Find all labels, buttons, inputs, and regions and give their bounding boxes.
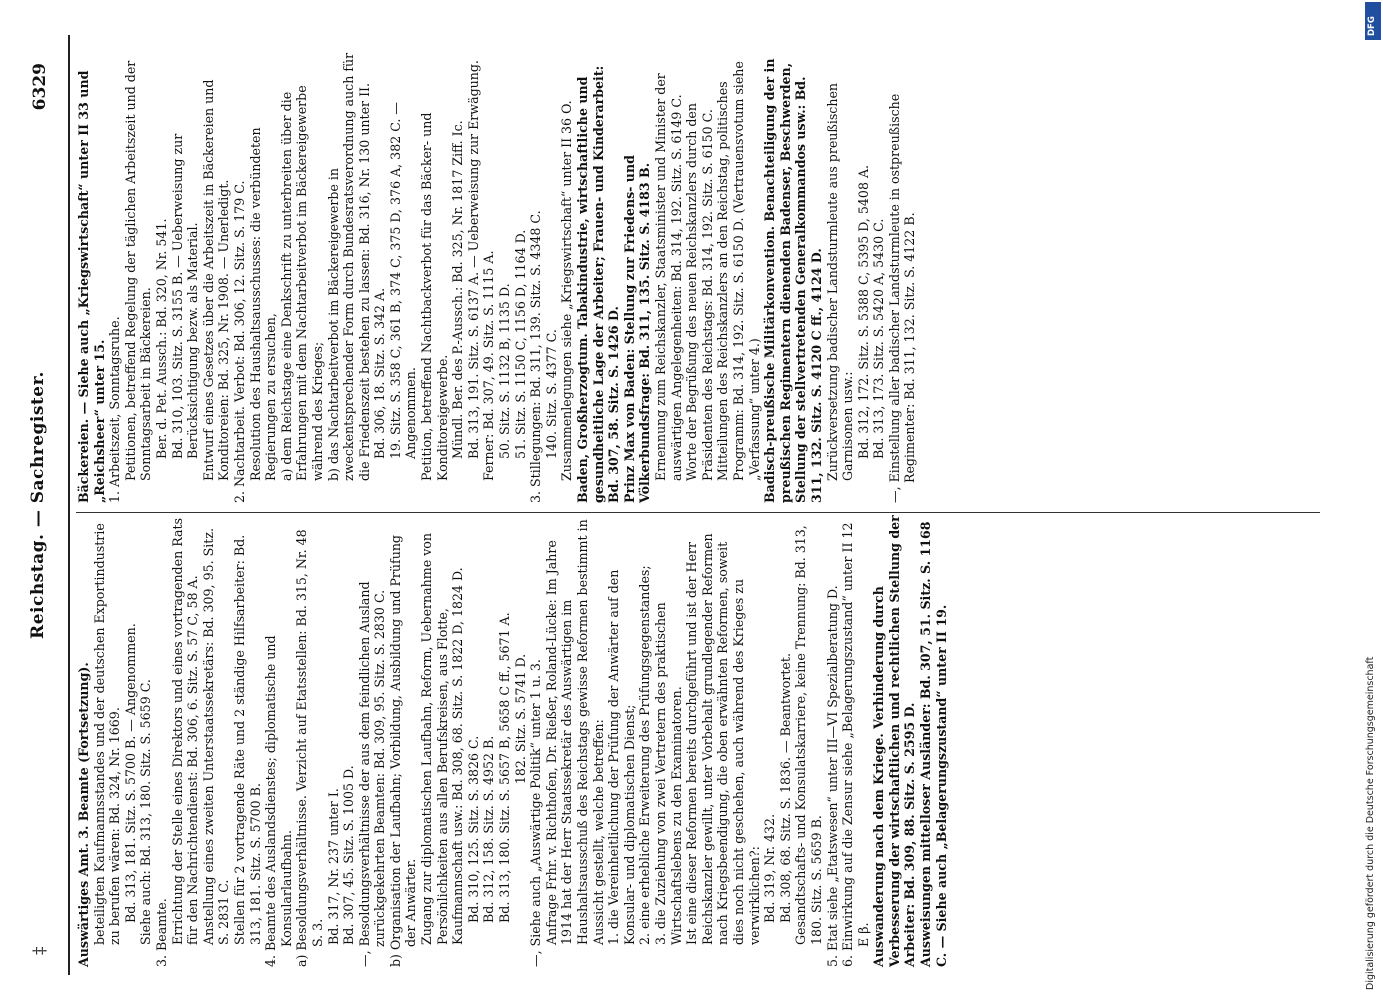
entry: Bd. 319, Nr. 432.: [762, 813, 778, 923]
entry: Bd. 312, 158. Sitz. S. 4952 B.: [481, 735, 497, 923]
entry: Zusammenlegungen siehe „Kriegswirtschaft“ unter II 36 O.: [559, 100, 575, 481]
entry: Anstellung eines zweiten Unterstaatssekretärs: Bd. 309, 95. Sitz. S. 2831 C.: [200, 528, 232, 945]
entry: Bd. 310, 103. Sitz. S. 3155 B. — Ueberweisung zur Berücksichtigung bezw. als Material.: [169, 133, 201, 459]
entry: 3. die Zuziehung von zwei Vertretern des praktischen Wirtschaftslebens zu den Examinatoren.: [652, 602, 684, 945]
entry: Bd. 308, 68. Sitz. S. 1836. — Beantwortet.: [777, 653, 793, 923]
entry: a) Besoldungsverhältnisse. Verzicht auf Etatsstellen: Bd. 315, Nr. 48 S. 3.: [294, 529, 325, 967]
dfg-logo: DFG: [1365, 2, 1381, 40]
entry: Ernennung zum Reichskanzler, Staatsminister und Minister der auswärtigen Angelegenheiten: Bd. 314, 192. Sitz. S. 6149 C.: [652, 73, 684, 481]
entry: Ferner: Bd. 307, 49. Sitz. S. 1115 A.: [481, 250, 497, 481]
entry: Bd. 313, 173. Sitz. S. 5420 A, 5430 C.: [871, 218, 887, 459]
entry: Petition, betreffend Nachtbackverbot für das Bäcker- und Konditoreigewerbe.: [419, 112, 450, 481]
entry: Entwurf eines Gesetzes über die Arbeitszeit in Bäckereien und Konditoreien: Bd. 325, Nr. 1908. — Unerledigt.: [200, 79, 232, 481]
two-column-body: [76, 35, 1320, 975]
entry: Bd. 307, 45. Sitz. S. 1005 D.: [341, 765, 357, 945]
entry: Stellen für 2 vortragende Räte und 2 ständige Hilfsarbeiter: Bd. 313, 181. Sitz. S. 5700 B.: [231, 534, 263, 945]
digitization-note: Digitalisierung gefördert durch die Deutsche Forschungsgemeinschaft: [1365, 656, 1376, 990]
entry: beteiligten Kaufmannsstandes und der deutschen Exportindustrie zu berufen wären: Bd. 324, Nr. 1669.: [91, 523, 123, 945]
entry: Auswanderung nach dem Kriege. Verhinderung durch Verbesserung der wirtschaftlichen und rechtlichen Stellung der Arbeiter: Bd. 309, 88. Sitz. S. 2595 D.: [871, 515, 918, 967]
entry: Mitteilungen des Reichskanzlers an den Reichstag, politisches Programm: Bd. 314, 192. Sitz. S. 6150 D. (Vertrauensvotum siehe „Verfassung“ unter 4.): [715, 61, 762, 481]
entry: Baden, Großherzogtum. Tabakindustrie, wirtschaftliche und gesundheitliche Lage der Arbeiter; Frauen- und Kinderarbeit: Bd. 307, 58. Sitz. S. 1426 D.: [575, 65, 622, 503]
entry: Ist eine dieser Reformen bereits durchgeführt und ist der Herr Reichskanzler gewillt, unter Vorbehalt grundlegender Reformen nach Kriegsbeendigung, die oben erwähnten Reformen, soweit dies noch nicht geschehen, auch während des Krieges zu verwirklichen?:: [684, 533, 762, 945]
entry: Bd. 317, Nr. 237 unter I.: [325, 788, 341, 945]
entry: Anfrage Frhr. v. Richthofen, Dr. Rießer, Roland-Lücke: Im Jahre 1914 hat der Herr Staatssekretär des Auswärtigen im Haushaltsausschuß des Reichstags gewisse Reformen bestimmt in Aussicht gestellt, welche betreffen:: [543, 519, 606, 945]
entry: Gesandtschafts- und Konsulatskarriere, keine Trennung: Bd. 313, 180. Sitz. S. 5659 B.: [793, 525, 824, 945]
entry: Worte der Begrüßung des neuen Reichskanzlers durch den Präsidenten des Reichstags: Bd. 314, 192. Sitz. S. 6150 C.: [684, 103, 715, 481]
entry: 6. Einwirkung auf die Zensur siehe „Belagerungszustand“ unter II 12 E β.: [840, 522, 871, 967]
entry: Zugang zur diplomatischen Laufbahn, Reform, Uebernahme von Persönlichkeiten aus allen Berufskreisen, aus Flotte, Kaufmannschaft usw.: Bd. 308, 68. Sitz. S. 1822 D, 1824 D.: [419, 533, 466, 945]
page-header: [10, 35, 70, 975]
entry: 3. Stillegungen: Bd. 311, 139. Sitz. S. 4348 C.: [528, 210, 544, 503]
header-mark: ‡: [30, 946, 50, 955]
entry: —, Besoldungsverhältnisse der aus dem feindlichen Ausland zurückgekehrten Beamten: Bd. 309, 95. Sitz. S. 2830 C.: [356, 581, 388, 967]
entry: 19. Sitz. S. 358 C, 361 B, 374 C, 375 D, 376 A, 382 C. — Angenommen.: [387, 101, 419, 459]
right-column: [76, 51, 1320, 503]
entry: 1. die Vereinheitlichung der Prüfung der Anwärter auf den Konsular- und diplomatischen Dienst;: [606, 569, 637, 945]
entry: 140. Sitz. S. 4377 C.: [543, 329, 559, 459]
entry: Bd. 306, 18. Sitz. S. 342 A.: [372, 287, 388, 459]
entry: Errichtung der Stelle eines Direktors und eines vortragenden Rats für den Nachrichtendienst: Bd. 306, 6. Sitz. S. 57 C, 58 A.: [169, 518, 201, 945]
entry: 4. Beamte des Auslandsdienstes; diplomatische und Konsularlaufbahn.: [263, 635, 294, 967]
entry: 51. Sitz. S. 1150 C, 1156 D, 1164 D.: [512, 229, 528, 459]
entry: —, Siehe auch „Auswärtige Politik“ unter 1 u. 3.: [528, 659, 544, 967]
entry: 182. Sitz. S. 5741 D.: [512, 653, 528, 785]
entry: a) dem Reichstage eine Denkschrift zu unterbreiten über die Erfahrungen mit dem Nachtarbeitverbot im Bäckereigewerbe während des Krieges;: [278, 85, 325, 481]
entry: 2. Nachtarbeit. Verbot: Bd. 306, 12. Sitz. S. 179 C.: [231, 180, 247, 503]
entry: Zurückversetzung badischer Landsturmleute aus preußischen Garnisonen usw.:: [824, 82, 856, 481]
entry: Petitionen, betreffend Regelung der täglichen Arbeitszeit und der Sonntagsarbeit in Bäckereien.: [122, 60, 154, 481]
entry: Ber. d. Pet. Aussch.: Bd. 320, Nr. 541.: [153, 218, 169, 459]
entry: Prinz Max von Baden: Stellung zur Friedens- und Völkerbundsfrage: Bd. 311, 135. Sitz. S. 4183 B.: [621, 155, 653, 503]
entry: Ausweisungen mittelloser Ausländer: Bd. 307, 51. Sitz. S. 1168 C. — Siehe auch „Belagerungszustand“ unter II 19.: [918, 521, 949, 967]
left-column: [76, 515, 1320, 967]
entry: 50. Sitz. S. 1132 B, 1135 D.: [497, 283, 513, 459]
entry: Siehe auch: Bd. 313, 180. Sitz. S. 5659 C.: [138, 679, 154, 945]
page-title: Reichstag. — Sachregister.: [28, 371, 48, 639]
entry: Bd. 312, 172. Sitz. S. 5388 C, 5395 D, 5408 A.: [855, 164, 871, 459]
rotated-page: [10, 35, 1320, 975]
entry: Resolution des Haushaltsausschusses: die verbündeten Regierungen zu ersuchen,: [247, 127, 279, 481]
entry: Mündl. Ber. des P.-Aussch.: Bd. 325, Nr. 1817 Ziff. Ic.: [450, 120, 466, 459]
entry: b) Organisation der Laufbahn; Vorbildung, Ausbildung und Prüfung der Anwärter.: [387, 535, 419, 967]
entry: 3. Beamte.: [153, 898, 169, 967]
entry: Bd. 310, 125. Sitz. S. 3826 C.: [465, 735, 481, 923]
entry: Bd. 313, 180. Sitz. S. 5657 B, 5658 C ff., 5671 A.: [497, 612, 513, 923]
column-divider: [76, 512, 1320, 513]
entry: 5. Etat siehe „Etatswesen“ unter III—VI Spezialberatung D.: [824, 585, 840, 967]
entry: Bäckereien. — Siehe auch „Kriegswirtschaft“ unter II 33 und „Reichsheer“ unter 15.: [76, 70, 107, 503]
page-number: 6329: [30, 63, 50, 111]
entry: Badisch-preußische Militärkonvention. Benachteiligung der in preußischen Regimentern dienenden Badenser, Beschwerden, Stellung der stellvertretenden Generalkommandos usw.: Bd. 311, 132. Sitz. S. 4120 C ff., 4124 D.: [762, 58, 824, 503]
entry: b) das Nachtarbeitverbot im Bäckereigewerbe in zweckentsprechender Form durch Bundesratsverordnung auch für die Friedenszeit bestehen zu lassen: Bd. 316, Nr. 130 unter II.: [325, 52, 372, 481]
entry: Bd. 313, 191. Sitz. S. 6137 A. — Ueberweisung zur Erwägung.: [465, 60, 481, 459]
entry: Auswärtiges Amt. 3. Beamte (Fortsetzung).: [76, 662, 91, 967]
entry: Bd. 313, 181. Sitz. S. 5700 B. — Angenommen.: [122, 623, 138, 923]
entry: 2. eine erhebliche Erweiterung des Prüfungsgegenstandes;: [637, 565, 653, 945]
entry: —, Einstellung aller badischer Landsturmleute in ostpreußische Regimenter: Bd. 311, 132. Sitz. S. 4122 B.: [886, 93, 918, 503]
entry: 1. Arbeitszeit, Sonntagsruhe.: [107, 316, 123, 503]
